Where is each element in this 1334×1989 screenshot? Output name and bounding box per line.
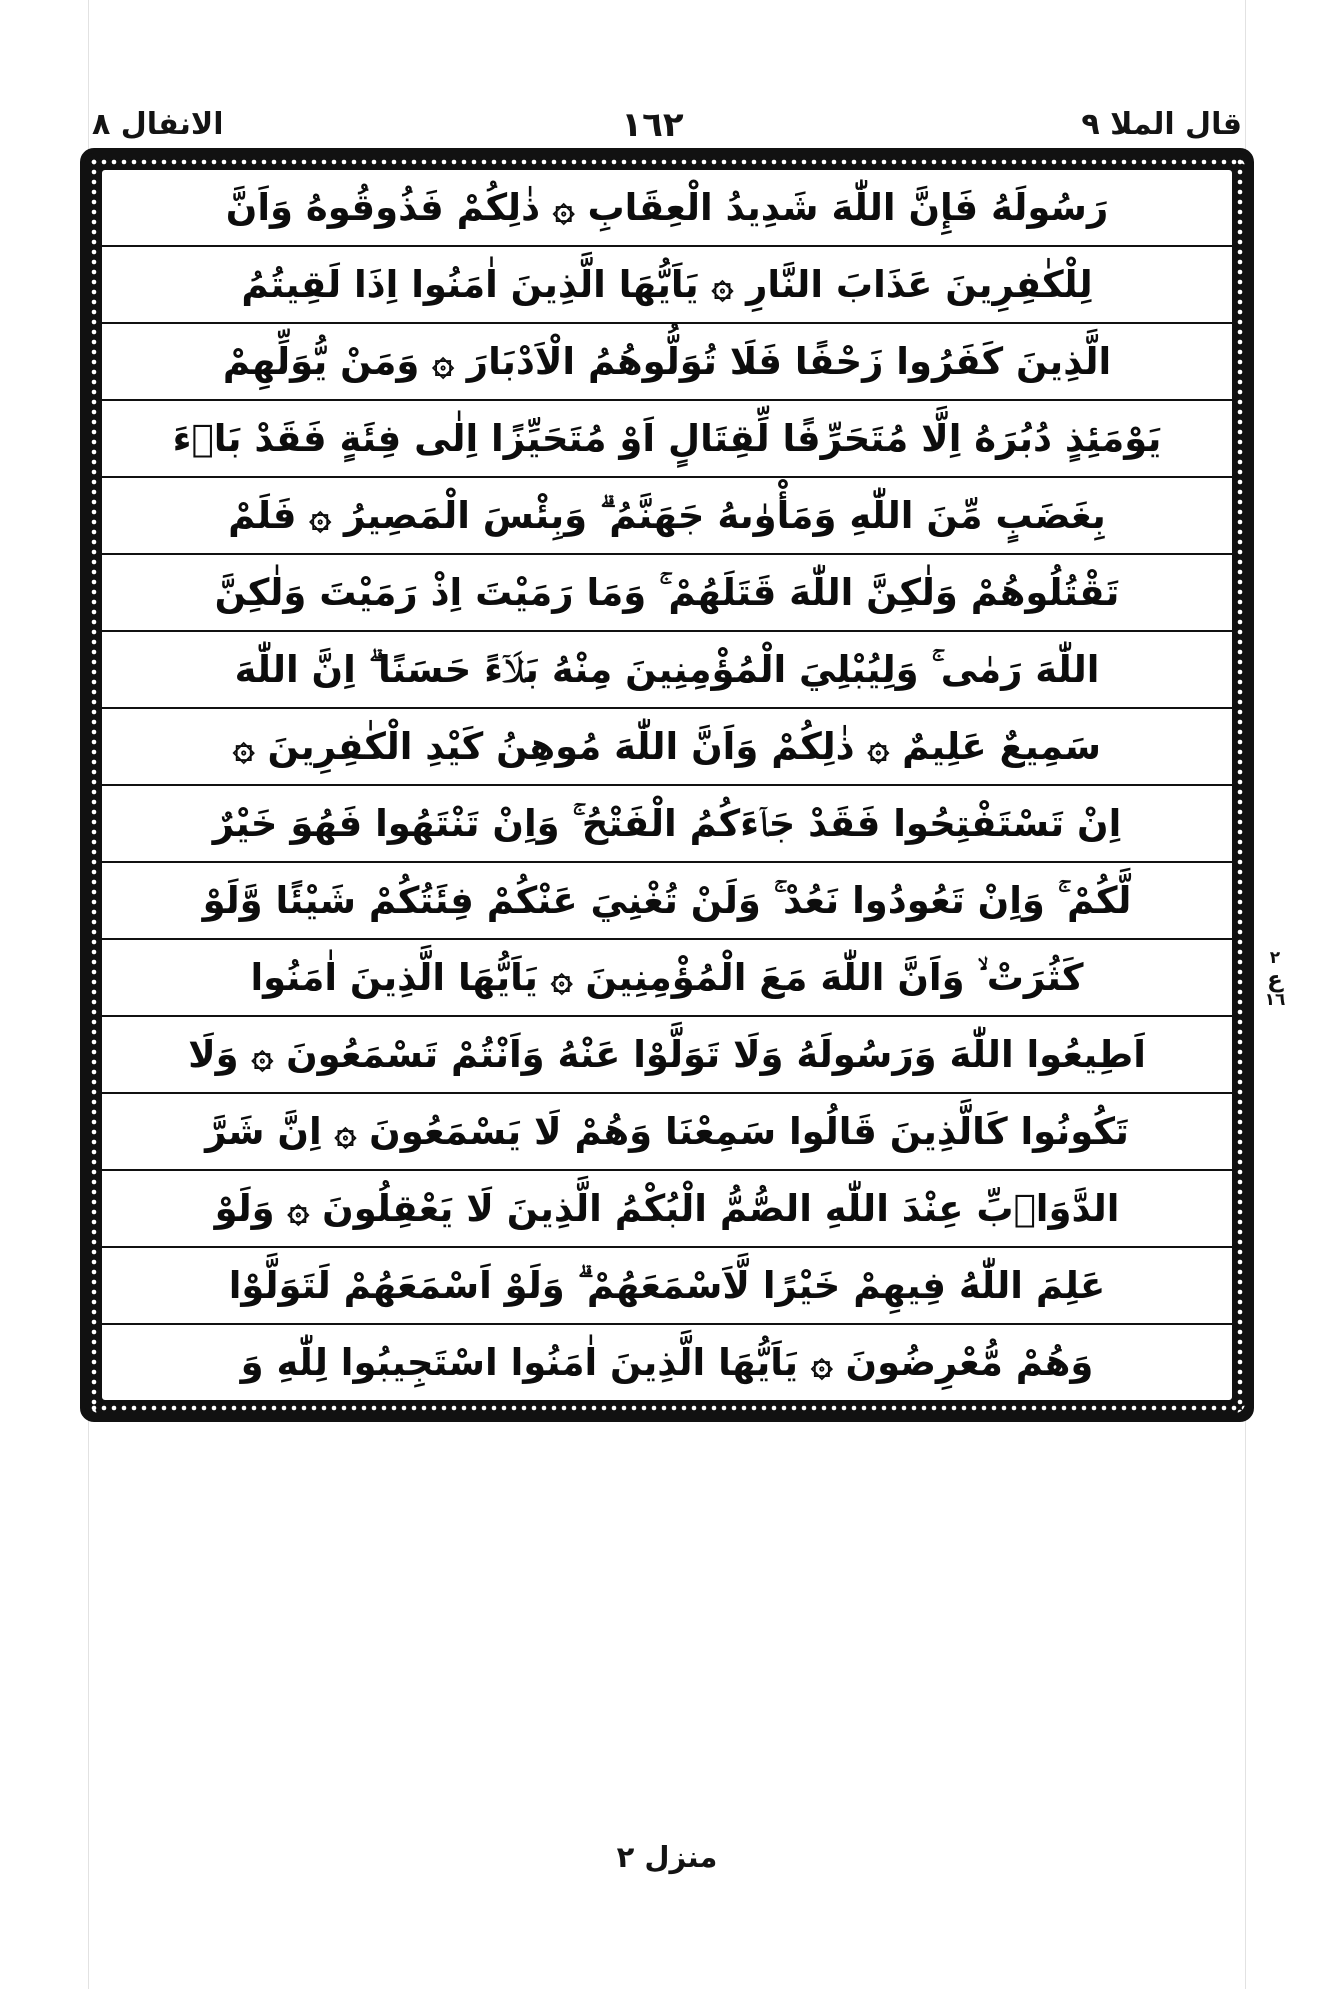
page-header <box>92 96 1242 154</box>
ayah-line-text: الدَّوَاۤبِّ عِنْدَ اللّٰهِ الصُّمُّ الْبُكْمُ الَّذِينَ لَا يَعْقِلُونَ ۞ وَلَوْ <box>214 1187 1120 1230</box>
page-number: ١٦٢ <box>621 105 684 145</box>
ayah-line <box>102 247 1232 324</box>
ayah-line <box>102 940 1232 1017</box>
text-frame-inner-border <box>99 167 1235 1403</box>
ruku-ain-symbol: ع <box>1267 966 1283 993</box>
ayah-line-text: تَكُونُوا كَالَّذِينَ قَالُوا سَمِعْنَا وَهُمْ لَا يَسْمَعُونَ ۞ اِنَّ شَرَّ <box>205 1110 1129 1153</box>
ayah-line <box>102 401 1232 478</box>
page-footer <box>0 1840 1334 1874</box>
ayah-line <box>102 1325 1232 1400</box>
ayah-line-text: لَّكُمْ ۚ وَاِنْ تَعُودُوا نَعُدْ ۚ وَلَنْ تُغْنِيَ عَنْكُمْ فِئَتُكُمْ شَيْئًا وَّلَوْ <box>202 879 1132 922</box>
ayah-line-text: عَلِمَ اللّٰهُ فِيهِمْ خَيْرًا لَّاَسْمَعَهُمْ ۗ وَلَوْ اَسْمَعَهُمْ لَتَوَلَّوْا <box>228 1264 1106 1307</box>
ayah-line <box>102 170 1232 247</box>
ayah-line <box>102 709 1232 786</box>
ayah-line <box>102 1017 1232 1094</box>
manzil-label: منزل ٢ <box>616 1840 718 1874</box>
ayah-line <box>102 863 1232 940</box>
ayah-line <box>102 1094 1232 1171</box>
ayah-line <box>102 1171 1232 1248</box>
ayah-line-text: بِغَضَبٍ مِّنَ اللّٰهِ وَمَأْوٰىهُ جَهَنَّمُ ۗ وَبِئْسَ الْمَصِيرُ ۞ فَلَمْ <box>228 494 1106 537</box>
ayah-line-text: لِلْكٰفِرِينَ عَذَابَ النَّارِ ۞ يَاَيُّهَا الَّذِينَ اٰمَنُوا اِذَا لَقِيتُمُ <box>241 263 1093 306</box>
ruku-marker <box>1258 950 1292 1010</box>
text-frame-outer-border <box>80 148 1254 1422</box>
ayah-line-text: اَطِيعُوا اللّٰهَ وَرَسُولَهُ وَلَا تَوَلَّوْا عَنْهُ وَاَنْتُمْ تَسْمَعُونَ ۞ وَلَا <box>188 1033 1146 1076</box>
ruku-number: ٢ <box>1269 948 1281 968</box>
surah-label: الانفال ٨ <box>92 107 224 142</box>
text-frame-beaded-band <box>89 157 1245 1413</box>
ayah-line-text: يَوْمَئِذٍ دُبُرَهُ اِلَّا مُتَحَرِّفًا لِّقِتَالٍ اَوْ مُتَحَيِّزًا اِلٰى فِئَةٍ فَقَدْ بَاۤءَ <box>172 417 1162 460</box>
ruku-ayah-count: ١٦ <box>1264 989 1286 1010</box>
ayah-line <box>102 632 1232 709</box>
ayah-line <box>102 1248 1232 1325</box>
ayah-line-text: اِنْ تَسْتَفْتِحُوا فَقَدْ جَاۤءَكُمُ الْفَتْحُ ۚ وَاِنْ تَنْتَهُوا فَهُوَ خَيْرٌ <box>212 802 1122 845</box>
ayah-line-text: الَّذِينَ كَفَرُوا زَحْفًا فَلَا تُوَلُّوهُمُ الْاَدْبَارَ ۞ وَمَنْ يُّوَلِّهِمْ <box>222 340 1112 383</box>
ayah-line <box>102 478 1232 555</box>
ayah-line-text: اللّٰهَ رَمٰى ۚ وَلِيُبْلِيَ الْمُؤْمِنِينَ مِنْهُ بَلَاۤءً حَسَنًا ۗ اِنَّ اللّٰهَ <box>234 648 1100 691</box>
ayah-line <box>102 786 1232 863</box>
ayah-lines-container <box>102 170 1232 1400</box>
ayah-line-text: وَهُمْ مُّعْرِضُونَ ۞ يَاَيُّهَا الَّذِينَ اٰمَنُوا اسْتَجِيبُوا لِلّٰهِ وَ <box>240 1341 1094 1384</box>
ayah-line <box>102 324 1232 401</box>
ayah-line-text: تَقْتُلُوهُمْ وَلٰكِنَّ اللّٰهَ قَتَلَهُمْ ۚ وَمَا رَمَيْتَ اِذْ رَمَيْتَ وَلٰكِنَّ <box>214 571 1120 614</box>
juz-label: قال الملا ٩ <box>1081 107 1242 142</box>
ayah-line-text: رَسُولَهُ فَإِنَّ اللّٰهَ شَدِيدُ الْعِقَابِ ۞ ذٰلِكُمْ فَذُوقُوهُ وَاَنَّ <box>225 186 1109 229</box>
ayah-line <box>102 555 1232 632</box>
ayah-line-text: سَمِيعٌ عَلِيمٌ ۞ ذٰلِكُمْ وَاَنَّ اللّٰهَ مُوهِنُ كَيْدِ الْكٰفِرِينَ ۞ <box>232 725 1102 768</box>
ayah-line-text: كَثُرَتْ ۙ وَاَنَّ اللّٰهَ مَعَ الْمُؤْمِنِينَ ۞ يَاَيُّهَا الَّذِينَ اٰمَنُوا <box>250 956 1084 999</box>
